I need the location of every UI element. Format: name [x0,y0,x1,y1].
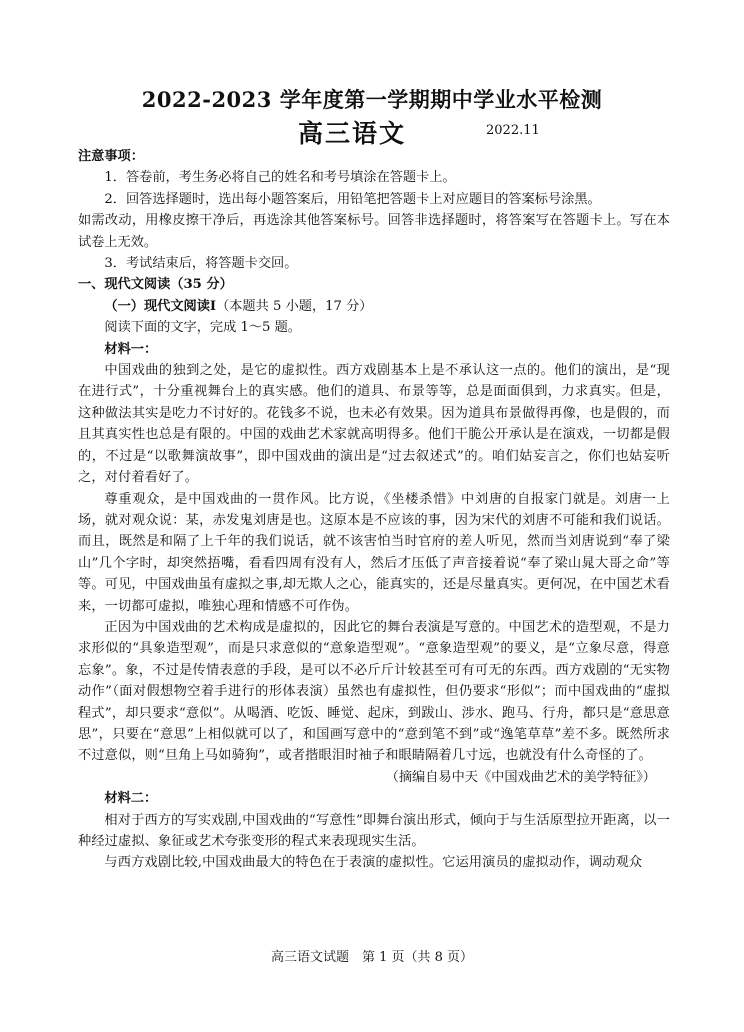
note-3: 3．考试结束后，将答题卡交回。 [104,256,298,272]
material-1-label: 材料一： [104,341,158,357]
note-2-continued: 如需改动，用橡皮擦干净后，再选涂其他答案标号。回答非选择题时，将答案写在答题卡上。写在本试卷上无效。 [78,213,670,250]
material-1-paragraph-3: 正因为中国戏曲的艺术构成是虚拟的，因此它的舞台表演是写意的。中国艺术的造型观，不是力求形似的“具象造型观”，而是只求意似的“意象造型观”。“意象造型观”的要义，是“立象尽意，得意忘象”。象，不过是传情表意的手段，是可以不必斤斤计较甚至可有可无的东西。西方戏剧的“无实物动作”（面对假想物空着手进行的形体表演）虽然也有虚拟性，但仍要求“形似”；而中国戏曲的“虚拟程式”，却只要求“意似”。从喝酒、吃饭、睡觉、起床，到跋山、涉水、跑马、行舟，都只是“意思意思”，只要在“意思”上相似就可以了，和国画写意中的“意到笔不到”或“逸笔草草”差不多。既然所求不过意似，则“旦角上马如骑狗”，或者揩眼泪时袖子和眼睛隔着几寸远，也就没有什么奇怪的了。 [78,619,670,764]
material-1-paragraph-1: 中国戏曲的独到之处，是它的虚拟性。西方戏剧基本上是不承认这一点的。他们的演出，是“现在进行式”，十分重视舞台上的真实感。他们的道具、布景等等，总是面面俱到，力求真实。但是，这种做法其实是吃力不讨好的。花钱多不说，也未必有效果。因为道具布景做得再像，也是假的，而且其真实性也总是有限的。中国的戏曲艺术家就高明得多。他们干脆公开承认是在演戏，一切都是假的，不过是“以歌舞演故事”，即中国戏曲的演出是“过去叙述式”的。咱们姑妄言之，你们也姑妄听之，对付着看好了。 [78,363,670,486]
material-2-label: 材料二： [104,791,158,807]
subject-title: 高三语文 [298,119,407,148]
subtitle-row [0,114,744,146]
material-2-paragraph-1: 相对于西方的写实戏剧,中国戏曲的“写意性”即舞台演出形式，倾向于与生活原型拉开距离，以一种经过虚拟、象征或艺术夸张变形的程式来表现现实生活。 [78,812,670,849]
material-1-source: （摘编自易中天《中国戏曲艺术的美学特征》） [385,769,656,785]
exam-content [78,146,670,874]
exam-title: 2022-2023 学年度第一学期期中学业水平检测 [141,87,603,112]
note-2: 2．回答选择题时，选出每小题答案后，用铅笔把答题卡上对应题目的答案标号涂黑。 [104,191,601,207]
material-1-paragraph-2: 尊重观众，是中国戏曲的一贯作风。比方说，《坐楼杀惜》中刘唐的自报家门就是。刘唐一上场，就对观众说：某，赤发鬼刘唐是也。这原本是不应该的事，因为宋代的刘唐不可能和我们说话。而且，既然是和隔了上千年的我们说话，就不该害怕当时官府的差人听见，然而当刘唐说到“奉了梁山”几个字时，却突然捂嘴，看看四周有没有人，然后才压低了声音接着说“奉了梁山晁大哥之命”等等。可见，中国戏曲虽有虚拟之事,却无欺人之心，能真实的，还是尽量真实。更何况，在中国艺术看来，一切都可虚拟，唯独心理和情感不可作伪。 [78,491,670,614]
reading-instruction: 阅读下面的文字，完成 1～5 题。 [104,320,301,336]
subsection-detail: （本题共 5 小题，17 分） [216,298,373,314]
subsection-label: （一）现代文阅读Ⅰ [104,298,217,314]
subsection-heading [78,296,670,317]
note-1: 1．答卷前，考生务必将自己的姓名和考号填涂在答题卡上。 [104,170,456,186]
section-heading: 一、现代文阅读（35 分） [78,277,233,293]
material-2-paragraph-2: 与西方戏剧比较,中国戏曲最大的特色在于表演的虚拟性。它运用演员的虚拟动作，调动观众 [104,855,643,871]
exam-date: 2022.11 [486,123,540,138]
page-footer: 高三语文试题 第 1 页（共 8 页） [270,950,474,965]
notes-heading: 注意事项： [78,149,144,164]
